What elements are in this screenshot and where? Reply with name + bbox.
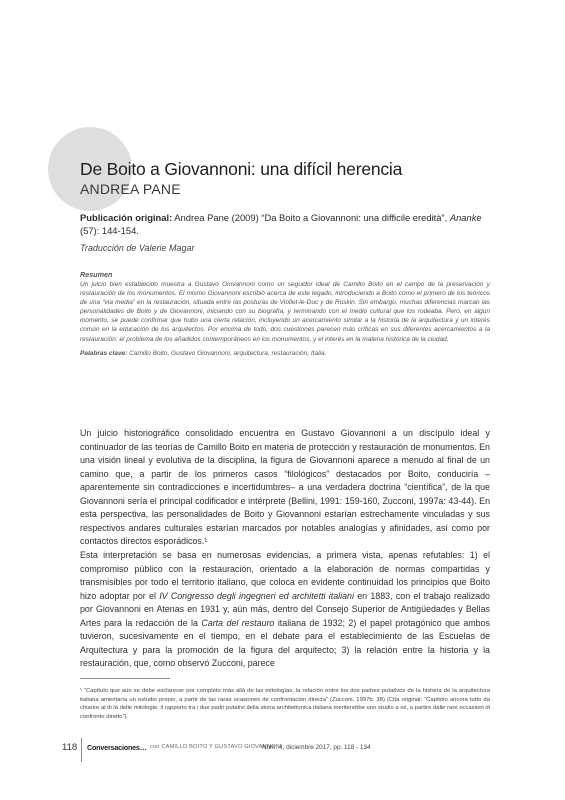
keywords-label: Palabras clave: [80, 350, 128, 357]
paragraph-2-italic-congress: IV Congresso degli ingegneri ed architetti italiani [159, 590, 354, 601]
body-paragraph-2 [80, 549, 490, 671]
footer-issue: Núm. 4, diciembre 2017, pp. 118 - 134 [262, 743, 371, 751]
paragraph-2-text-a: Esta interpretación se basa en numerosas evidencias, a primera vista, apenas refutables: 1) el compromiso público con la restauración, orientado a la elaboración de normas compartidas y transmisibles por todo el territorio italiano, que coloca en evidente continuidad los principios que Boito hizo adoptar por el [80, 550, 490, 601]
paragraph-2-text-c: italiana de 1932; 2) el papel protagónico que ambos tuvieron, sucesivamente en el tiempo, en el debate para el establecimiento de las Escuelas de Arquitectura y para la promoción de la figura del arquitecto; 3) la relación entre la historia y la restauración, que, como observó Zucconi, parece [80, 617, 490, 668]
publication-pages: (57): 144-154. [80, 225, 139, 236]
article-author: ANDREA PANE [80, 181, 181, 197]
abstract-heading: Resumen [80, 270, 113, 279]
translation-credit: Traducción de Valerie Magar [80, 243, 195, 253]
original-publication [80, 211, 490, 237]
body-paragraph-1: Un juicio historiográfico consolidado encuentra en Gustavo Giovannoni a un discípulo ideal y continuador de las teorías de Camillo Boito en materia de protección y restauración de monumentos. En una visión lineal y evolutiva de la disciplina, la figura de Giovannoni aparece a menudo al final de un camino que, a partir de los primeros casos “filológicos” destacados por Boito, conduciría –aparentemente sin contradicciones e incertidumbres– a una verdadera doctrina “científica”, de la que Giovannoni sería el principal codificador e intérprete (Bellini, 1991: 159-160, Zucconi, 1997a: 43-44). En esta perspectiva, las personalidades de Boito y Giovannoni estarían estrechamente vinculadas y sus respectivos andares culturales estarían marcados por notables analogías y afinidades, así como por contactos directos esporádicos.¹ [80, 428, 490, 546]
page-number: 118 [62, 742, 78, 753]
article-title: De Boito a Giovannoni: una difícil herencia [80, 159, 403, 179]
paragraph-2-italic-carta: Carta del restauro [201, 617, 275, 628]
abstract-text: Un juicio bien establecido muestra a Gustavo Giovannoni como un seguidor ideal de Camillo Boito en el campo de la preservación y restauración de los monumentos. El mismo Giovannoni escribió acerca de este legado, introduciendo a Boito como el primero de los teóricos de una “vía media” en la restauración, situada entre las posturas de Viollet-le-Duc y de Ruskin. Sin embargo, muchas diferencias marcan las personalidades de Boito y de Giovannoni, iniciando con su biografía, y terminando con el medio cultural que los rodeaba. Pero, en algún momento, se puede confirmar que hubo una cierta relación, incluyendo un acercamiento similar a la historia de la arquitectura y un interés común en la educación de los arquitectos. Por encima de todo, dos cuestiones parecen más críticas en sus diferentes acercamientos a la restauración: el problema de los añadidos contemporáneos en los monumentos, y el interés en la materia histórica de la ciudad. [80, 281, 490, 343]
footer-divider [81, 738, 82, 762]
footer-section: con CAMILLO BOITO Y GUSTAVO GIOVANNONI [150, 744, 282, 750]
footer-journal: Conversaciones… [87, 743, 147, 752]
footnote-1: ¹ “Capítulo que aún se debe esclarecer por completo más allá de las mitologías, la relación entre los dos padres putativos de la historia de la arquitectura italiana ameritaría un estudio propio, a partir de las raras ocasiones de confrontación directa” (Zucconi, 1997b: 38) (Cita original: “Capitolo ancora tutto da chiarire al di là delle mitologie, il rapporto tra i due padri putativi della storia architettonica italiana meriterebbe uno studio a sé, a partire dalle rare occasioni di confronto diretto”). [80, 688, 490, 720]
publication-journal: Ananke [449, 212, 482, 223]
page-footer [62, 742, 532, 756]
publication-label: Publicación original: [80, 212, 173, 223]
paragraph-2-text-b: en 1883, con el trabajo realizado por Giovannoni en Atenas en 1931 y, aún más, dentro del Consejo Superior de Antigüedades y Bellas Artes para la redacción de la [80, 590, 490, 628]
publication-text: Andrea Pane (2009) “Da Boito a Giovannoni: una difficile eredità”, [172, 212, 448, 223]
keywords-list: Camillo Boito, Gustavo Giovannoni, arquitectura, restauración, Italia. [127, 350, 327, 357]
footnote-divider [80, 678, 170, 679]
keywords [80, 350, 490, 357]
